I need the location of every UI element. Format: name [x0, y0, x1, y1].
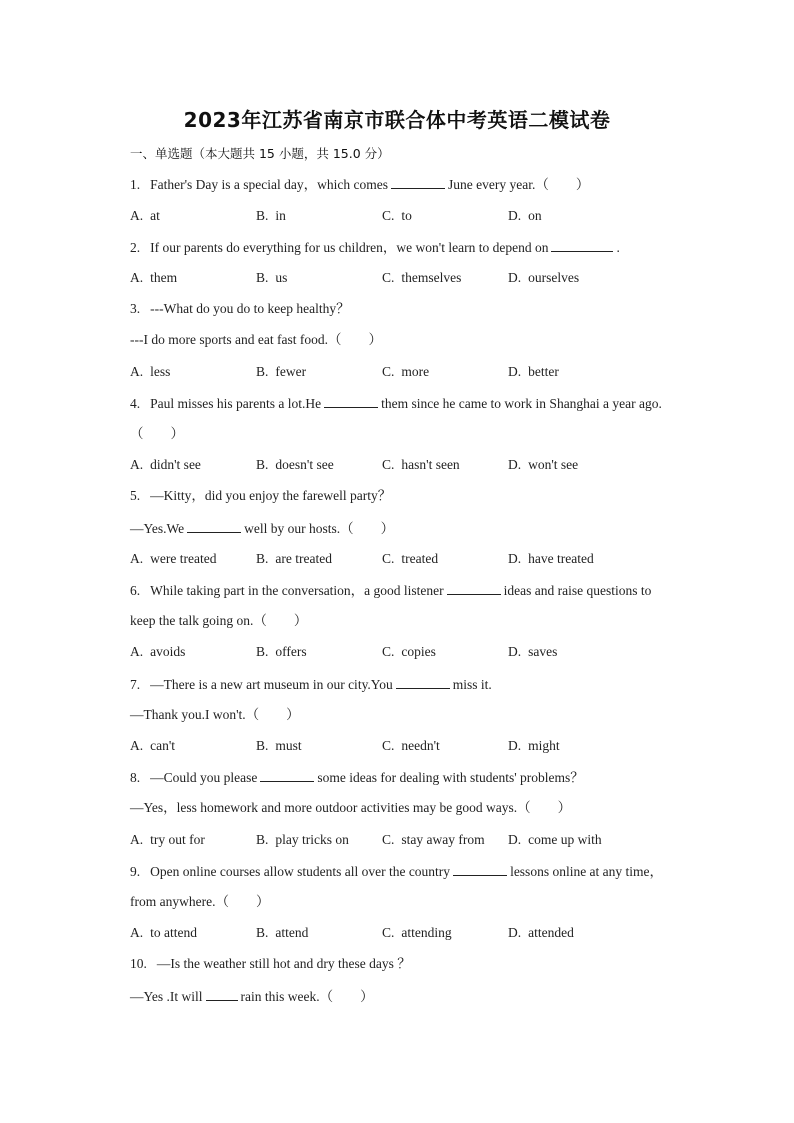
answer-blank — [447, 581, 501, 595]
options-7 — [130, 737, 650, 755]
answer-blank — [260, 768, 314, 782]
question-text: some ideas for dealing with students' problems？ — [317, 770, 584, 785]
option-b[interactable]: B. fewer — [256, 364, 307, 379]
question-number: 1. — [130, 177, 141, 192]
question-6 — [130, 581, 651, 600]
option-b[interactable]: B. play tricks on — [256, 832, 349, 847]
option-d[interactable]: D. attended — [508, 925, 574, 940]
option-d[interactable]: D. on — [508, 208, 542, 223]
question-text: rain this week.（ ） — [240, 989, 374, 1004]
answer-blank — [206, 987, 238, 1001]
question-text: Paul misses his parents a lot.He — [150, 396, 322, 411]
question-10-line-2 — [130, 987, 374, 1006]
option-a[interactable]: A. to attend — [130, 925, 197, 940]
question-9 — [130, 862, 663, 881]
question-number: 10. — [130, 956, 147, 971]
question-text: ---I do more sports and eat fast food.（ ） — [130, 332, 382, 347]
option-d[interactable]: D. saves — [508, 644, 558, 659]
answer-blank — [453, 862, 507, 876]
option-a[interactable]: A. at — [130, 208, 160, 223]
question-number: 8. — [130, 770, 141, 785]
options-9 — [130, 924, 650, 942]
question-7-line-2 — [130, 706, 300, 724]
option-c[interactable]: C. hasn't seen — [382, 457, 460, 472]
question-1 — [130, 175, 589, 194]
options-4 — [130, 456, 650, 474]
question-text: well by our hosts.（ ） — [244, 521, 395, 536]
question-text: If our parents do everything for us children，we won't learn to depend on — [150, 240, 549, 255]
option-c[interactable]: C. copies — [382, 644, 436, 659]
question-3-line-2 — [130, 331, 382, 349]
question-text: （ ） — [130, 426, 184, 441]
question-text: While taking part in the conversation，a good listener — [150, 583, 444, 598]
question-8-line-2 — [130, 799, 571, 817]
option-c[interactable]: C. stay away from — [382, 832, 485, 847]
page-title: 2023年江苏省南京市联合体中考英语二模试卷 — [183, 108, 611, 132]
options-5 — [130, 550, 650, 568]
question-number: 2. — [130, 240, 141, 255]
option-d[interactable]: D. better — [508, 364, 559, 379]
section-heading: 一、单选题（本大题共 15 小题，共 15.0 分） — [130, 146, 390, 161]
question-text: Open online courses allow students all over the country — [150, 864, 451, 879]
option-a[interactable]: A. didn't see — [130, 457, 201, 472]
answer-blank — [551, 238, 613, 252]
option-b[interactable]: B. must — [256, 738, 302, 753]
option-d[interactable]: D. might — [508, 738, 560, 753]
question-text: ideas and raise questions to — [503, 583, 652, 598]
question-number: 6. — [130, 583, 141, 598]
options-6 — [130, 643, 650, 661]
options-8 — [130, 831, 650, 849]
option-a[interactable]: A. less — [130, 364, 171, 379]
question-text: —Yes，less homework and more outdoor activities may be good ways.（ ） — [130, 800, 572, 815]
answer-blank — [187, 519, 241, 533]
question-text: —Thank you.I won't.（ ） — [130, 707, 300, 722]
option-c[interactable]: C. attending — [382, 925, 452, 940]
question-text: —Is the weather still hot and dry these days ？ — [156, 956, 411, 971]
option-d[interactable]: D. come up with — [508, 832, 602, 847]
question-3 — [130, 300, 350, 318]
question-4-line-2 — [130, 425, 184, 443]
option-c[interactable]: C. more — [382, 364, 430, 379]
option-a[interactable]: A. them — [130, 270, 178, 285]
question-4 — [130, 394, 662, 413]
option-c[interactable]: C. themselves — [382, 270, 462, 285]
option-c[interactable]: C. needn't — [382, 738, 440, 753]
option-b[interactable]: B. offers — [256, 644, 307, 659]
option-b[interactable]: B. are treated — [256, 551, 332, 566]
option-b[interactable]: B. doesn't see — [256, 457, 334, 472]
question-number: 9. — [130, 864, 141, 879]
question-text: —Yes .It will — [130, 989, 203, 1004]
option-a[interactable]: A. were treated — [130, 551, 217, 566]
question-2 — [130, 238, 620, 257]
option-a[interactable]: A. can't — [130, 738, 176, 753]
question-text: from anywhere.（ ） — [130, 894, 270, 909]
question-number: 3. — [130, 301, 141, 316]
question-text: —Kitty，did you enjoy the farewell party？ — [150, 488, 392, 503]
question-text: —There is a new art museum in our city.You — [150, 677, 393, 692]
question-text: . — [616, 240, 620, 255]
question-7 — [130, 675, 492, 694]
options-3 — [130, 363, 650, 381]
option-b[interactable]: B. in — [256, 208, 286, 223]
option-d[interactable]: D. ourselves — [508, 270, 580, 285]
question-number: 7. — [130, 677, 141, 692]
options-1 — [130, 207, 650, 225]
question-5-line-2 — [130, 519, 394, 538]
answer-blank — [391, 175, 445, 189]
question-text: ---What do you do to keep healthy？ — [150, 301, 350, 316]
question-10 — [130, 955, 411, 973]
answer-blank — [324, 394, 378, 408]
question-number: 5. — [130, 488, 141, 503]
question-6-line-2 — [130, 612, 307, 630]
option-c[interactable]: C. to — [382, 208, 412, 223]
question-text: lessons online at any time， — [510, 864, 664, 879]
question-9-line-2 — [130, 893, 269, 911]
option-d[interactable]: D. won't see — [508, 457, 579, 472]
option-a[interactable]: A. try out for — [130, 832, 205, 847]
question-text: —Yes.We — [130, 521, 185, 536]
question-8 — [130, 768, 584, 787]
option-c[interactable]: C. treated — [382, 551, 439, 566]
question-text: —Could you please — [150, 770, 258, 785]
options-2 — [130, 269, 650, 287]
question-text: June every year.（ ） — [448, 177, 590, 192]
question-text: miss it. — [452, 677, 492, 692]
question-text: them since he came to work in Shanghai a year ago. — [381, 396, 662, 411]
option-d[interactable]: D. have treated — [508, 551, 594, 566]
question-text: Father's Day is a special day，which comes — [150, 177, 388, 192]
option-a[interactable]: A. avoids — [130, 644, 186, 659]
question-text: keep the talk going on.（ ） — [130, 613, 308, 628]
answer-blank — [396, 675, 450, 689]
question-number: 4. — [130, 396, 141, 411]
option-b[interactable]: B. attend — [256, 925, 309, 940]
question-5 — [130, 487, 391, 505]
option-b[interactable]: B. us — [256, 270, 288, 285]
